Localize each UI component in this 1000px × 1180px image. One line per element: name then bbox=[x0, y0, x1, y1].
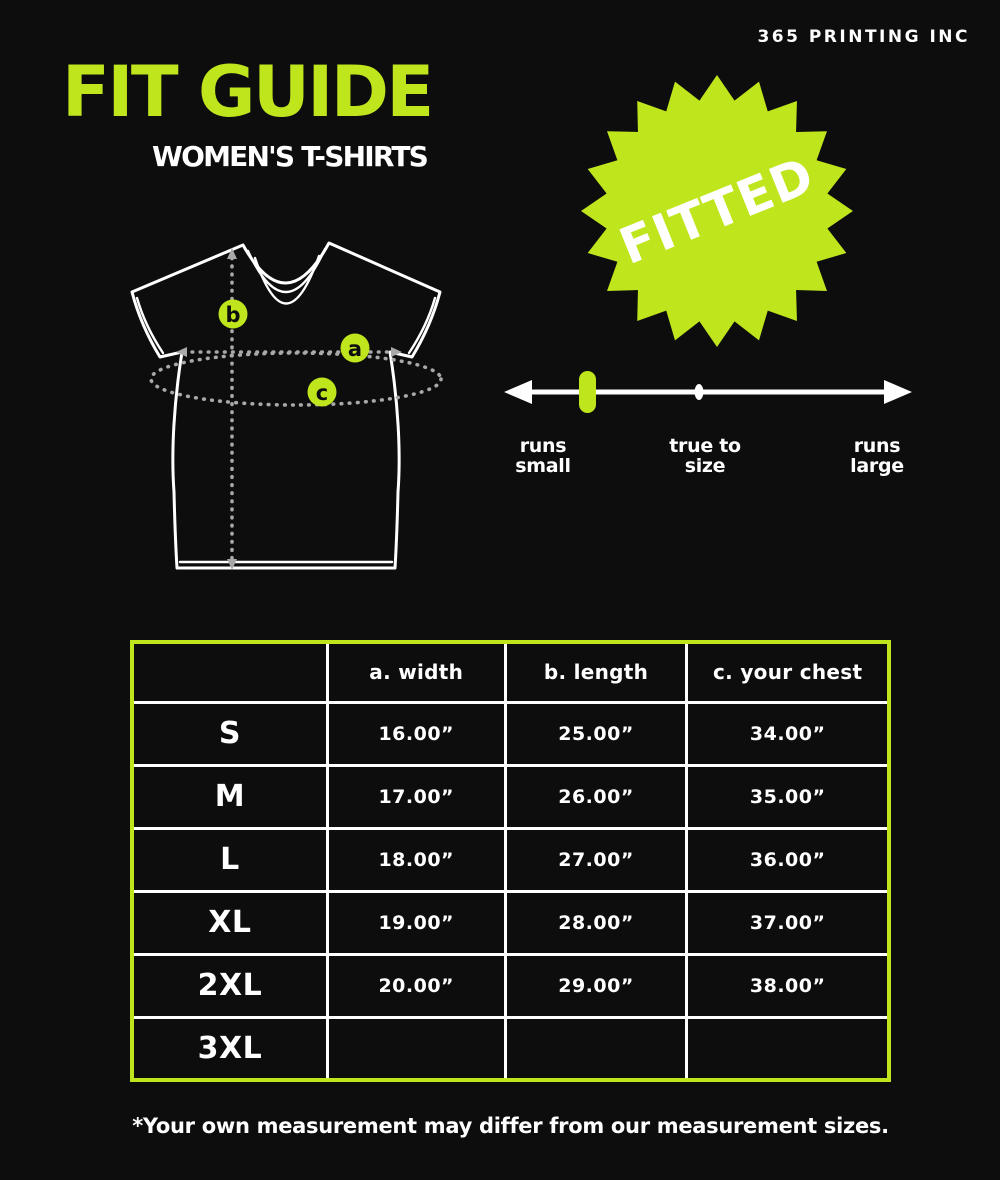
left-sleeve-stitch-line bbox=[137, 298, 163, 353]
scale-label-line: size bbox=[684, 455, 726, 477]
marker-b-letter: b bbox=[225, 303, 241, 327]
table-row bbox=[132, 765, 889, 828]
size-chart-table bbox=[130, 640, 891, 1082]
marker-c-letter: c bbox=[315, 381, 329, 405]
scale-label-line: small bbox=[515, 455, 571, 477]
right-sleeve-stitch-line bbox=[409, 298, 435, 353]
table-row bbox=[132, 954, 889, 1017]
length-cell: 26.00” bbox=[505, 765, 687, 828]
chest-cell: 36.00” bbox=[687, 828, 889, 891]
length-cell: 29.00” bbox=[505, 954, 687, 1017]
true-to-size-tick bbox=[695, 384, 704, 400]
page-title: FIT GUIDE bbox=[62, 51, 432, 133]
page-subtitle: WOMEN'S T-SHIRTS bbox=[152, 140, 427, 173]
brand-text: 365 PRINTING INC bbox=[757, 27, 970, 47]
table-row bbox=[132, 828, 889, 891]
size-cell: L bbox=[132, 828, 327, 891]
length-cell: 27.00” bbox=[505, 828, 687, 891]
size-cell: M bbox=[132, 765, 327, 828]
length-cell: 25.00” bbox=[505, 702, 687, 765]
marker-a-letter: a bbox=[347, 337, 363, 361]
fit-scale bbox=[498, 352, 918, 502]
chest-cell: 37.00” bbox=[687, 891, 889, 954]
fit-position-marker bbox=[579, 371, 596, 413]
length-cell bbox=[505, 1017, 687, 1080]
collar-stitch-line bbox=[255, 256, 319, 304]
scale-label-line: true to bbox=[669, 435, 741, 457]
width-cell bbox=[327, 1017, 505, 1080]
size-cell: S bbox=[132, 702, 327, 765]
chest-cell: 34.00” bbox=[687, 702, 889, 765]
table-header-row bbox=[132, 642, 889, 702]
width-cell: 18.00” bbox=[327, 828, 505, 891]
chest-measure-ellipse bbox=[151, 353, 441, 405]
scale-label-runs-small bbox=[498, 436, 588, 476]
scale-arrow-left-icon bbox=[504, 380, 532, 404]
size-cell: 2XL bbox=[132, 954, 327, 1017]
header-length: b. length bbox=[505, 642, 687, 702]
width-cell: 17.00” bbox=[327, 765, 505, 828]
width-cell: 20.00” bbox=[327, 954, 505, 1017]
size-cell: XL bbox=[132, 891, 327, 954]
scale-arrow-right-icon bbox=[884, 380, 912, 404]
scale-label-runs-large bbox=[822, 436, 932, 476]
tshirt-diagram-svg bbox=[108, 222, 493, 607]
chest-cell bbox=[687, 1017, 889, 1080]
header-size bbox=[132, 642, 327, 702]
measurement-disclaimer: *Your own measurement may differ from our measurement sizes. bbox=[132, 1114, 889, 1138]
scale-label-line: runs bbox=[853, 435, 901, 457]
scale-label-true-to-size bbox=[645, 436, 765, 476]
fit-scale-svg bbox=[498, 352, 918, 432]
scale-label-line: large bbox=[850, 455, 904, 477]
size-cell: 3XL bbox=[132, 1017, 327, 1080]
tshirt-measurement-diagram bbox=[108, 222, 493, 607]
badge-label: FITTED bbox=[611, 145, 823, 277]
header-width: a. width bbox=[327, 642, 505, 702]
length-cell: 28.00” bbox=[505, 891, 687, 954]
header-chest: c. your chest bbox=[687, 642, 889, 702]
scale-label-line: runs bbox=[519, 435, 567, 457]
fitted-badge bbox=[576, 70, 858, 352]
table-row bbox=[132, 702, 889, 765]
chest-cell: 38.00” bbox=[687, 954, 889, 1017]
chest-cell: 35.00” bbox=[687, 765, 889, 828]
width-cell: 16.00” bbox=[327, 702, 505, 765]
table-row bbox=[132, 1017, 889, 1080]
width-cell: 19.00” bbox=[327, 891, 505, 954]
table-row bbox=[132, 891, 889, 954]
